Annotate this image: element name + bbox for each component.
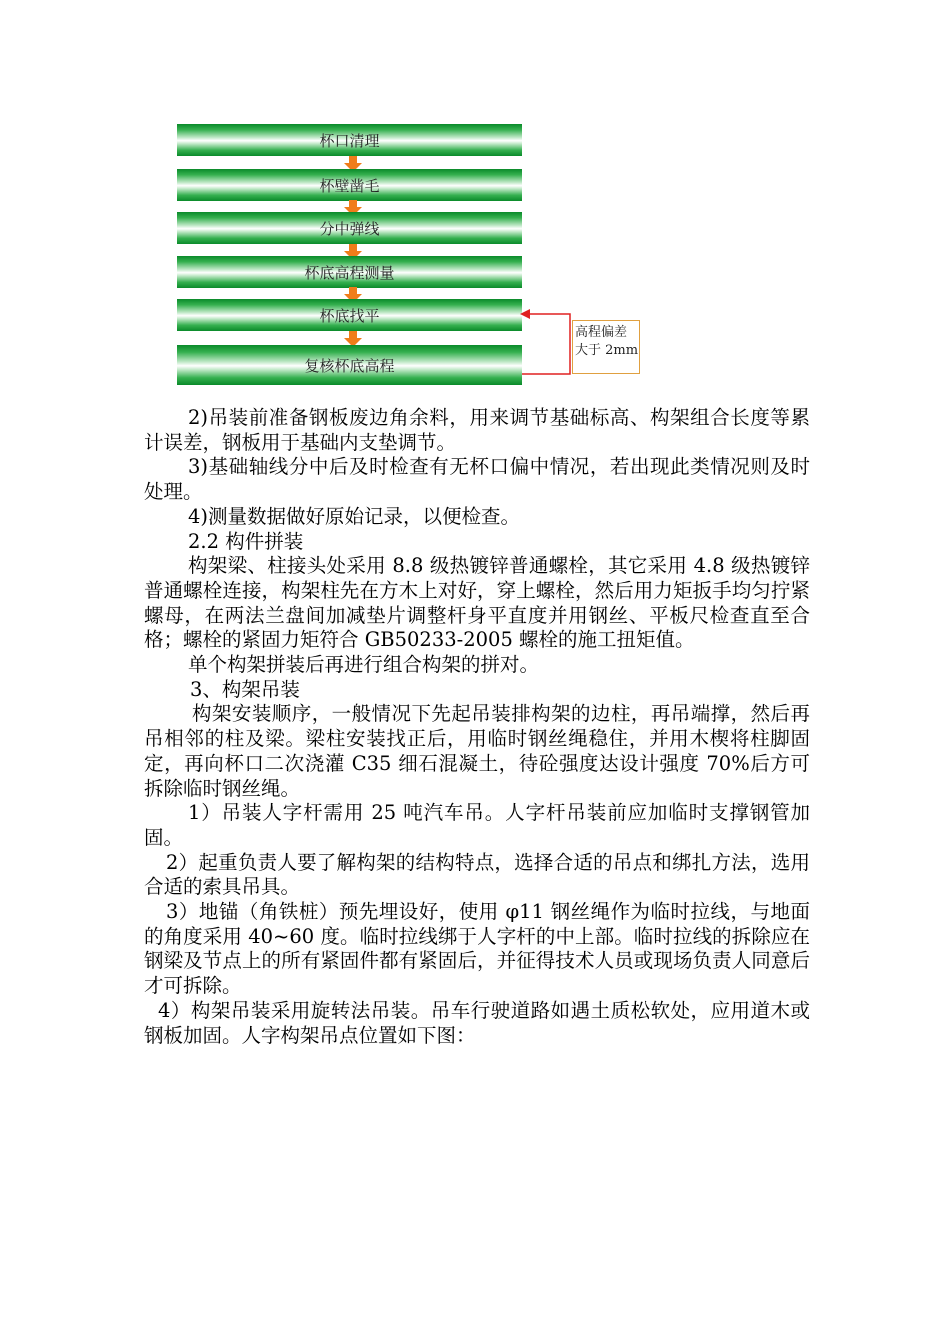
section-heading: 2.2 构件拼装: [188, 529, 304, 553]
flow-step-center-marking: 分中弹线: [177, 212, 522, 244]
paragraph: 构架安装顺序，一般情况下先起吊装排构架的边柱，再吊端撑，然后再吊相邻的柱及梁。梁柱安装找正后，用临时钢丝绳稳住，并用木楔将柱脚固定，再向杯口二次浇灌 C35 细石混凝土，待砼强度达设计强度 70%后方可拆除临时钢丝绳。: [144, 702, 810, 800]
list-item: 2）起重负责人要了解构架的结构特点，选择合适的吊点和绑扎方法，选用合适的索具吊具。: [144, 850, 810, 899]
process-flowchart: [0, 0, 950, 400]
feedback-loop-arrow-icon: [0, 0, 950, 400]
document-body: [144, 406, 810, 1048]
loop-condition-note: 高程偏差大于 2mm: [572, 320, 640, 374]
paragraph: 4)测量数据做好原始记录，以便检查。: [188, 504, 521, 528]
list-item: 1）吊装人字杆需用 25 吨汽车吊。人字杆吊装前应加临时支撑钢管加固。: [144, 801, 810, 849]
flow-step-cup-cleaning: 杯口清理: [177, 124, 522, 156]
paragraph: 单个构架拼装后再进行组合构架的拼对。: [188, 653, 540, 677]
paragraph: 3)基础轴线分中后及时检查有无杯口偏中情况，若出现此类情况则及时处理。: [144, 455, 810, 504]
paragraph: 构架梁、柱接头处采用 8.8 级热镀锌普通螺栓，其它采用 4.8 级热镀锌普通螺栓连接，构架柱先在方木上对好，穿上螺栓，然后用力矩扳手均匀拧紧螺母，在两法兰盘间加减垫片调整杆身平直度并用钢丝、平板尺检查直至合格；螺栓的紧固力矩符合 GB50233-2005 螺栓的施工扭矩值。: [144, 554, 810, 652]
flow-step-wall-chiseling: 杯壁凿毛: [177, 169, 522, 201]
flow-step-leveling: 杯底找平: [177, 299, 522, 331]
flow-step-recheck-elevation: 复核杯底高程: [177, 345, 522, 385]
list-item: 4）构架吊装采用旋转法吊装。吊车行驶道路如遇土质松软处，应用道木或钢板加固。人字构架吊点位置如下图：: [144, 998, 810, 1047]
paragraph: 2)吊装前准备钢板废边角余料，用来调节基础标高、构架组合长度等累计误差，钢板用于基础内支垫调节。: [144, 406, 810, 454]
section-heading: 3、构架吊装: [190, 677, 300, 701]
flow-step-elevation-measure: 杯底高程测量: [177, 256, 522, 288]
list-item: 3）地锚（角铁桩）预先埋设好，使用 φ11 钢丝绳作为临时拉线，与地面的角度采用 40~60 度。临时拉线绑于人字杆的中上部。临时拉线的拆除应在钢梁及节点上的所有紧固件都有紧固后，并征得技术人员或现场负责人同意后才可拆除。: [144, 900, 810, 998]
